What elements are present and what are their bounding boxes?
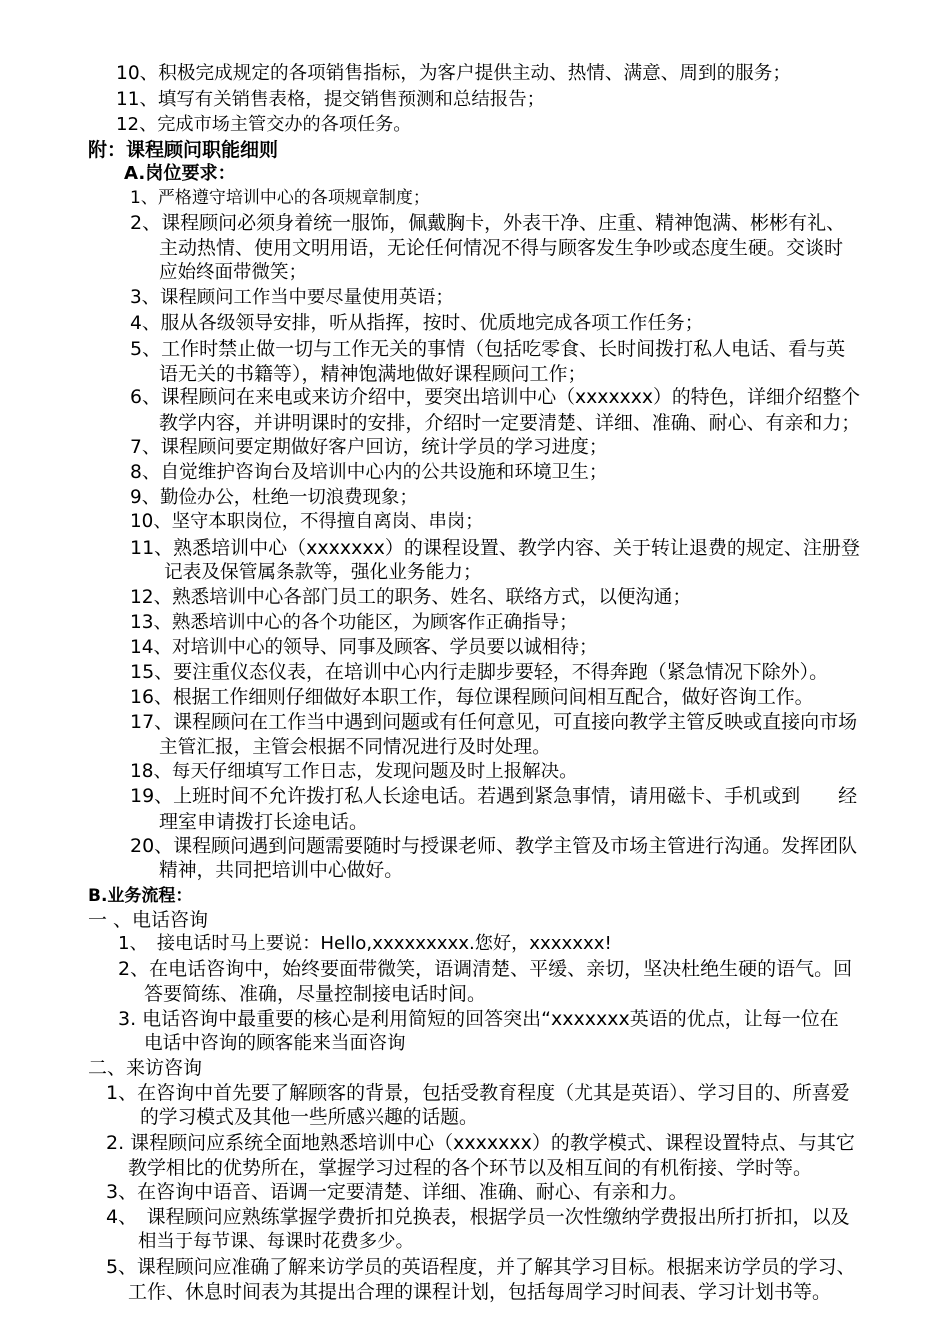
text-line: 11、填写有关销售表格，提交销售预测和总结报告； bbox=[116, 89, 546, 110]
text-line: 电话中咨询的顾客能来当面咨询 bbox=[144, 1033, 406, 1054]
text-line: 5、工作时禁止做一切与工作无关的事情（包括吃零食、长时间拨打私人电话、看与英 bbox=[130, 338, 846, 360]
text-line: 答要简练、准确，尽量控制接电话时间。 bbox=[144, 983, 487, 1005]
text-line: 18、每天仔细填写工作日志，发现问题及时上报解决。 bbox=[130, 761, 578, 782]
text-line: 1、 接电话时马上要说：Hello,xxxxxxxxx.您好，xxxxxxx! bbox=[118, 933, 612, 954]
text-line: 11、熟悉培训中心（xxxxxxx）的课程设置、教学内容、关于转让退费的规定、注册登 bbox=[130, 537, 860, 559]
text-line: 5、课程顾问应准确了解来访学员的英语程度，并了解其学习目标。根据来访学员的学习、 bbox=[106, 1256, 856, 1278]
text-line: 9、勤俭办公，杜绝一切浪费现象； bbox=[130, 487, 418, 508]
text-line: 3、在咨询中语音、语调一定要清楚、详细、准确、耐心、有亲和力。 bbox=[106, 1181, 688, 1203]
text-line: 工作、休息时间表为其提出合理的课程计划，包括每周学习时间表、学习计划书等。 bbox=[128, 1281, 832, 1303]
text-line: 教学内容，并讲明课时的安排，介绍时一定要清楚、详细、准确、耐心、有亲和力； bbox=[159, 412, 861, 434]
text-line: 12、熟悉培训中心各部门员工的职务、姓名、联络方式，以便沟通； bbox=[130, 587, 691, 608]
section-heading: 附：课程顾问职能细则 bbox=[88, 139, 279, 161]
text-line: 12、完成市场主管交办的各项任务。 bbox=[116, 114, 412, 135]
text-line: 1、严格遵守培训中心的各项规章制度； bbox=[130, 188, 430, 208]
text-line: 2、课程顾问必须身着统一服饰，佩戴胸卡，外表干净、庄重、精神饱满、彬彬有礼、 bbox=[130, 212, 846, 234]
text-line: 2. 课程顾问应系统全面地熟悉培训中心（xxxxxxx）的教学模式、课程设置特点、与其它 bbox=[106, 1132, 855, 1154]
text-line: 4、 课程顾问应熟练掌握学费折扣兑换表，根据学员一次性缴纳学费报出所打折扣，以及 bbox=[106, 1206, 850, 1228]
text-line: 主动热情、使用文明用语，无论任何情况不得与顾客发生争吵或态度生硬。交谈时 bbox=[159, 237, 844, 259]
text-line: 20、课程顾问遇到问题需要随时与授课老师、教学主管及市场主管进行沟通。发挥团队 bbox=[130, 835, 858, 857]
text-line: 19、上班时间不允许拨打私人长途电话。若遇到紧急事情，请用磁卡、手机或到 经 bbox=[130, 785, 858, 807]
text-line: 主管汇报，主管会根据不同情况进行及时处理。 bbox=[159, 737, 551, 758]
section-heading: A.岗位要求： bbox=[124, 163, 236, 184]
text-line: 理室申请拨打长途电话。 bbox=[159, 811, 369, 833]
text-line: 应始终面带微笑； bbox=[159, 262, 308, 283]
text-line: 7、课程顾问要定期做好客户回访，统计学员的学习进度； bbox=[130, 437, 608, 458]
text-line: 17、课程顾问在工作当中遇到问题或有任何意见，可直接向教学主管反映或直接向市场 bbox=[130, 711, 858, 733]
text-line: 4、服从各级领导安排，听从指挥，按时、优质地完成各项工作任务； bbox=[130, 313, 704, 334]
text-line: 15、要注重仪态仪表，在培训中心内行走脚步要轻，不得奔跑（紧急情况下除外）。 bbox=[130, 661, 829, 683]
text-line: 一 、电话咨询 bbox=[88, 909, 209, 931]
text-line: 3. 电话咨询中最重要的核心是利用简短的回答突出“xxxxxxx英语的优点，让每一位在 bbox=[118, 1008, 839, 1030]
text-line: 语无关的书籍等），精神饱满地做好课程顾问工作； bbox=[159, 363, 587, 385]
text-line: 13、熟悉培训中心的各个功能区，为顾客作正确指导； bbox=[130, 612, 578, 633]
text-line: 8、自觉维护咨询台及培训中心内的公共设施和环境卫生； bbox=[130, 462, 608, 483]
text-line: 10、坚守本职岗位，不得擅自离岗、串岗； bbox=[130, 511, 484, 532]
text-line: 1、在咨询中首先要了解顾客的背景，包括受教育程度（尤其是英语）、学习目的、所喜爱 bbox=[106, 1082, 850, 1104]
text-line: 教学相比的优势所在，掌握学习过程的各个环节以及相互间的有机衔接、学时等。 bbox=[128, 1157, 813, 1179]
text-line: 的学习模式及其他一些所感兴趣的话题。 bbox=[140, 1107, 478, 1128]
text-line: 二、来访咨询 bbox=[88, 1057, 203, 1079]
text-line: 2、在电话咨询中，始终要面带微笑，语调清楚、平缓、亲切，坚决杜绝生硬的语气。回 bbox=[118, 958, 853, 980]
text-line: 16、根据工作细则仔细做好本职工作，每位课程顾问间相互配合，做好咨询工作。 bbox=[130, 687, 814, 708]
text-line: 14、对培训中心的领导、同事及顾客、学员要以诚相待； bbox=[130, 637, 598, 658]
text-line: 6、课程顾问在来电或来访介绍中，要突出培训中心（xxxxxxx）的特色，详细介绍整个 bbox=[130, 387, 861, 408]
text-line: 相当于每节课、每课时花费多少。 bbox=[138, 1231, 414, 1252]
text-line: 记表及保管属条款等，强化业务能力； bbox=[164, 562, 482, 583]
text-line: 10、积极完成规定的各项销售指标，为客户提供主动、热情、满意、周到的服务； bbox=[116, 63, 792, 84]
text-line: 3、课程顾问工作当中要尽量使用英语； bbox=[130, 287, 454, 308]
text-line: 精神，共同把培训中心做好。 bbox=[159, 860, 403, 881]
section-heading: B.业务流程： bbox=[88, 886, 193, 906]
